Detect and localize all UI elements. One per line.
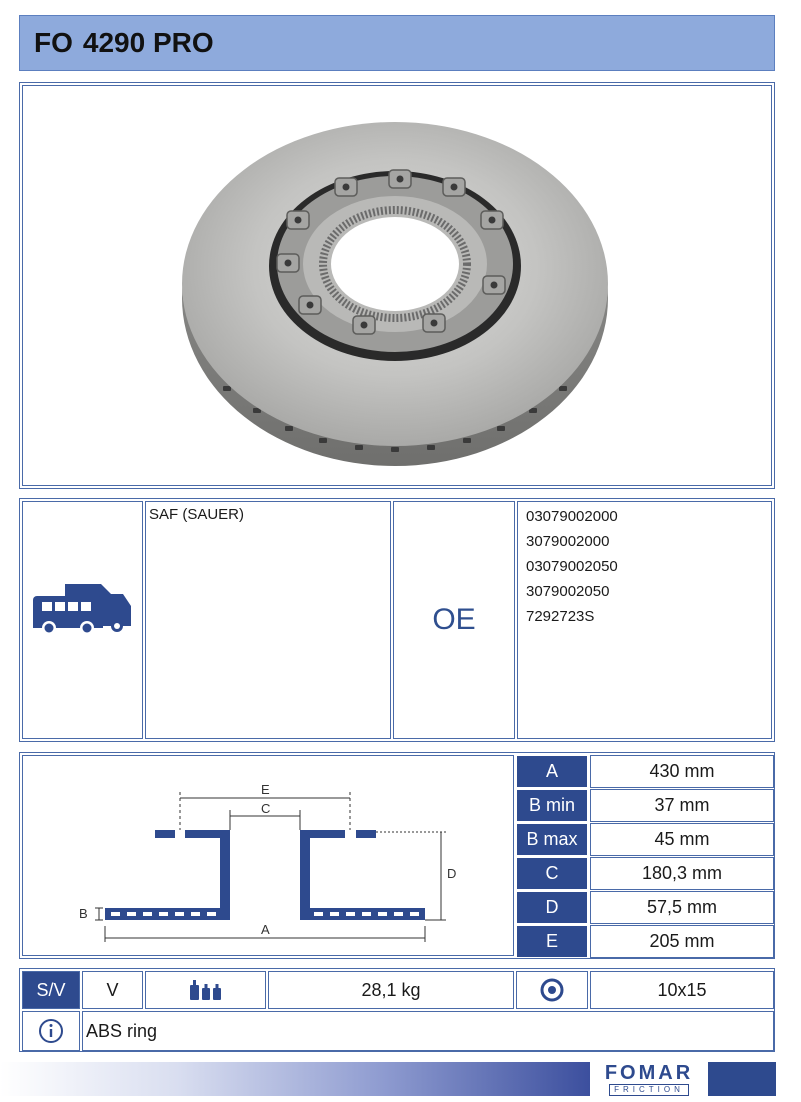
product-photo-panel bbox=[19, 82, 775, 489]
truck-bus-icon bbox=[23, 502, 144, 740]
logo-sub: FRICTION bbox=[609, 1084, 689, 1096]
dim-key-c: C bbox=[516, 857, 588, 890]
dim-key-a: A bbox=[516, 755, 588, 788]
product-header bbox=[19, 15, 775, 71]
dim-value-e: 205 mm bbox=[590, 925, 774, 958]
dim-key-e: E bbox=[516, 925, 588, 958]
label-c: C bbox=[261, 801, 271, 816]
dim-value-b-min: 37 mm bbox=[590, 789, 774, 822]
dim-key-b-max: B max bbox=[516, 823, 588, 856]
dim-key-b-min: B min bbox=[516, 789, 588, 822]
dim-value-b-max: 45 mm bbox=[590, 823, 774, 856]
oe-number: 3079002050 bbox=[526, 583, 610, 600]
oe-number: 03079002000 bbox=[526, 508, 618, 525]
product-code: 4290 PRO bbox=[82, 27, 214, 58]
footer-gradient-bar bbox=[0, 1062, 590, 1096]
logo-brand: FOMAR bbox=[604, 1062, 694, 1084]
sv-value: V bbox=[82, 971, 143, 1009]
weight-icon-cell bbox=[145, 971, 266, 1009]
holes-value: 10x15 bbox=[590, 971, 774, 1009]
oe-number: 7292723S bbox=[526, 608, 595, 625]
dim-value-d: 57,5 mm bbox=[590, 891, 774, 924]
vehicle-make: SAF (SAUER) bbox=[145, 501, 391, 739]
oe-number: 3079002000 bbox=[526, 533, 610, 550]
dim-value-a: 430 mm bbox=[590, 755, 774, 788]
oe-section bbox=[19, 498, 775, 742]
footer-accent-bar bbox=[708, 1062, 776, 1096]
holes-icon-cell bbox=[516, 971, 588, 1009]
dimensions-section bbox=[19, 752, 775, 959]
sv-label: S/V bbox=[22, 971, 80, 1009]
fomar-logo bbox=[590, 1059, 708, 1099]
product-prefix: FO bbox=[34, 27, 73, 58]
bolt-hole-icon bbox=[540, 978, 564, 1002]
brake-disc-image bbox=[23, 86, 772, 486]
cross-section-drawing bbox=[23, 756, 515, 957]
vehicle-type-cell bbox=[22, 501, 143, 739]
dim-value-c: 180,3 mm bbox=[590, 857, 774, 890]
oe-number-list bbox=[517, 501, 772, 739]
label-d: D bbox=[447, 866, 457, 881]
oe-label: OE bbox=[393, 501, 515, 739]
oe-number: 03079002050 bbox=[526, 558, 618, 575]
label-e: E bbox=[261, 782, 270, 797]
info-text: ABS ring bbox=[82, 1011, 774, 1051]
info-icon bbox=[38, 1018, 64, 1044]
dim-key-d: D bbox=[516, 891, 588, 924]
spec-section bbox=[19, 968, 775, 1052]
weight-value: 28,1 kg bbox=[268, 971, 514, 1009]
weights-icon bbox=[189, 979, 223, 1001]
info-icon-cell bbox=[22, 1011, 80, 1051]
cross-section-drawing-cell bbox=[22, 755, 514, 956]
label-a: A bbox=[261, 922, 270, 937]
label-b: B bbox=[79, 906, 88, 921]
